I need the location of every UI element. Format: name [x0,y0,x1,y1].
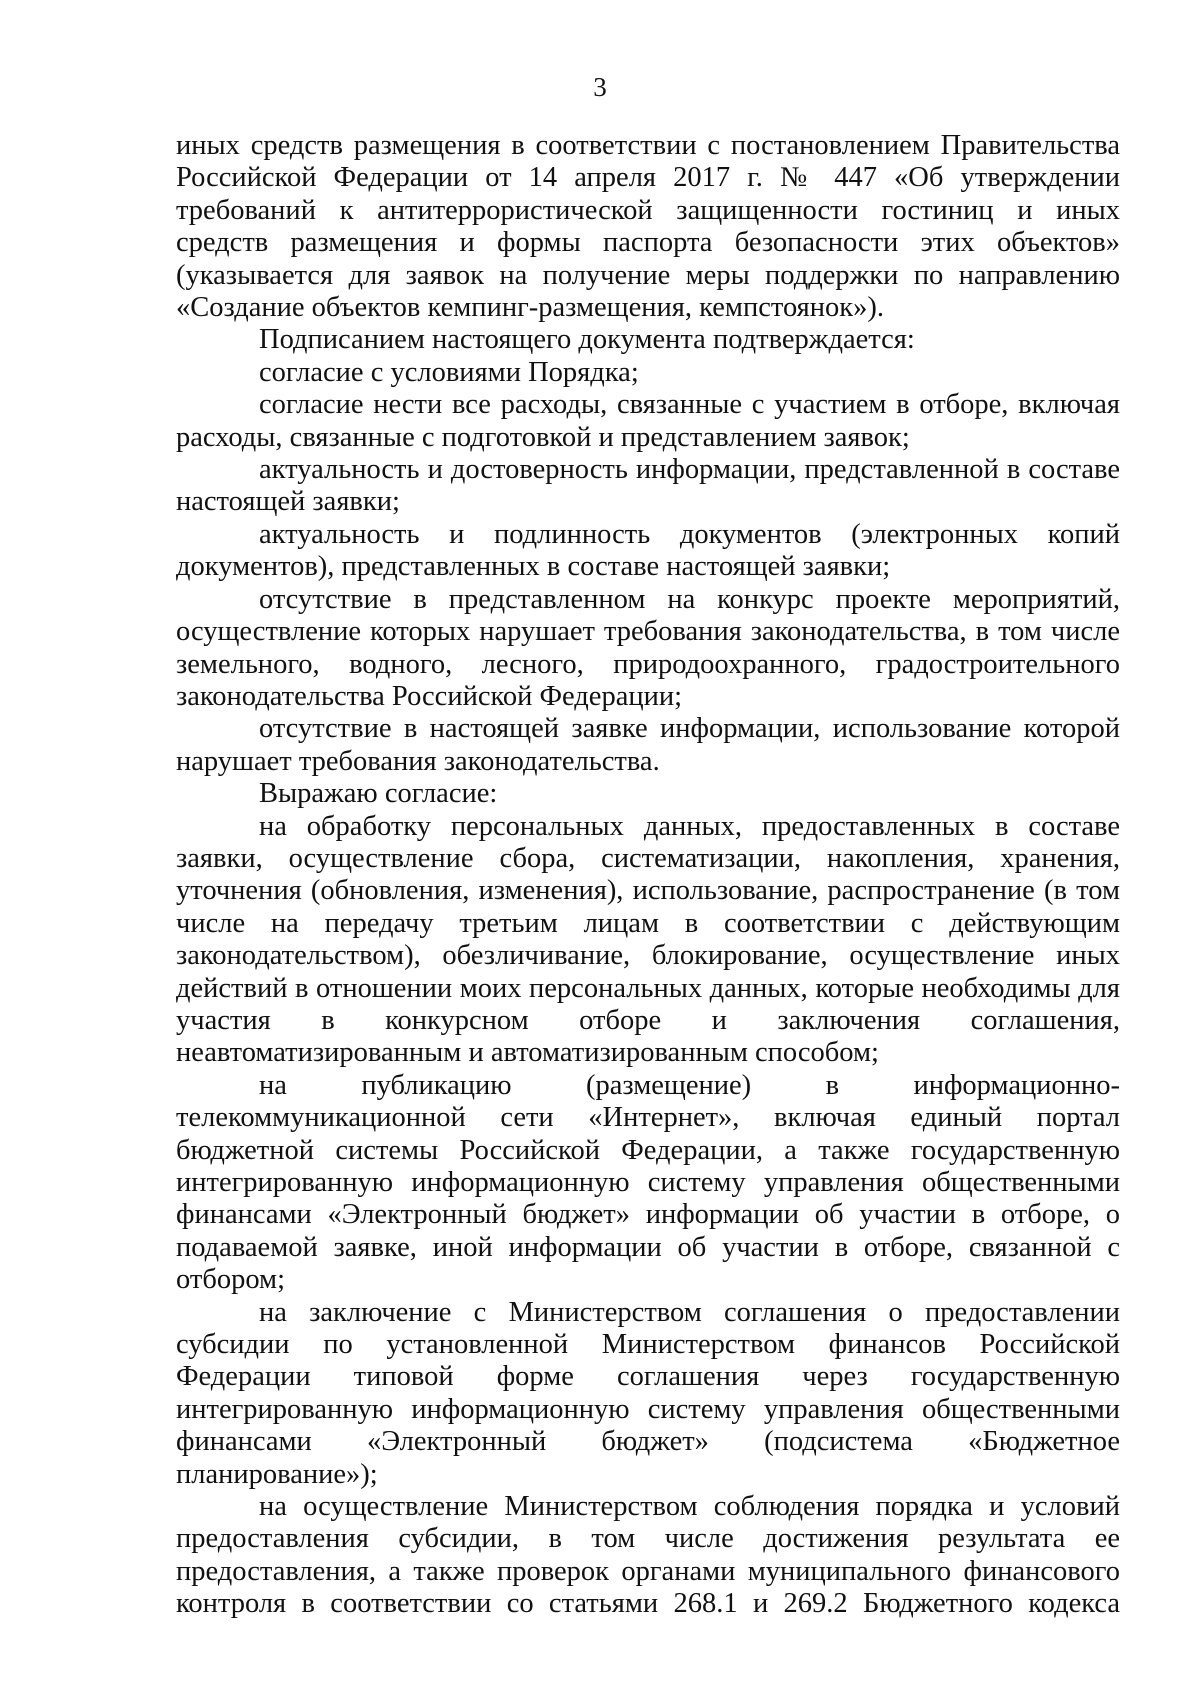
paragraph-confirmation-intro: Подписанием настоящего документа подтверждается: [259,324,915,356]
paragraph-consent-publication: на публикацию (размещение) в информационно-телекоммуникационной сети «Интернет», включая единый портал бюджетной системы Российской Федерации, а также государственную интегрированную информационную систему управления общественными финансами «Электронный бюджет» информации об участии в отборе, о подаваемой заявке, иной информации об участии в отборе, связанной с отбором; [176,1069,1120,1296]
paragraph-agreement-expenses: согласие нести все расходы, связанные с участием в отборе, включая расходы, связанные с подготовкой и представлением заявок; [176,389,1120,453]
paragraph-no-violating-measures: отсутствие в представленном на конкурс проекте мероприятий, осуществление которых нарушает требования законодательства, в том числе земельного, водного, лесного, природоохранного, градостроительного законодательства Российской Федерации; [176,583,1120,712]
paragraph-consent-control: на осуществление Министерством соблюдения порядка и условий предоставления субсидии, в том числе достижения результата ее предоставления, а также проверок органами муниципального финансового контроля в соответствии со статьями 268.1 и 269.2 Бюджетного кодекса [176,1491,1120,1620]
paragraph-no-violating-info: отсутствие в настоящей заявке информации, использование которой нарушает требования законодательства. [176,713,1120,777]
paragraph-continuation: иных средств размещения в соответствии с постановлением Правительства Российской Федерации от 14 апреля 2017 г. № 447 «Об утверждении требований к антитеррористической защищенности гостиниц и иных средств размещения и формы паспорта безопасности этих объектов» (указывается для заявок на получение меры поддержки по направлению «Создание объектов кемпинг-размещения, кемпстоянок»). [176,130,1120,324]
paragraph-doc-authenticity: актуальность и подлинность документов (электронных копий документов), представленных в составе настоящей заявки; [176,518,1120,583]
page-number: 3 [593,72,607,102]
paragraph-consent-intro: Выражаю согласие: [259,778,498,810]
document-body [176,130,1120,1621]
paragraph-consent-personal-data: на обработку персональных данных, предоставленных в составе заявки, осуществление сбора, систематизации, накопления, хранения, уточнения (обновления, изменения), использование, распространение (в том числе на передачу третьим лицам в соответствии с действующим законодательством), обезличивание, блокирование, осуществление иных действий в отношении моих персональных данных, которые необходимы для участия в конкурсном отборе и заключения соглашения, неавтоматизированным и автоматизированным способом; [176,810,1120,1069]
paragraph-consent-agreement: на заключение с Министерством соглашения о предоставлении субсидии по установленной Министерством финансов Российской Федерации типовой форме соглашения через государственную интегрированную информационную систему управления общественными финансами «Электронный бюджет» (подсистема «Бюджетное планирование»); [176,1296,1120,1490]
paragraph-agreement-terms: согласие с условиями Порядка; [259,356,639,388]
paragraph-info-accuracy: актуальность и достоверность информации, представленной в составе настоящей заявки; [176,454,1120,518]
